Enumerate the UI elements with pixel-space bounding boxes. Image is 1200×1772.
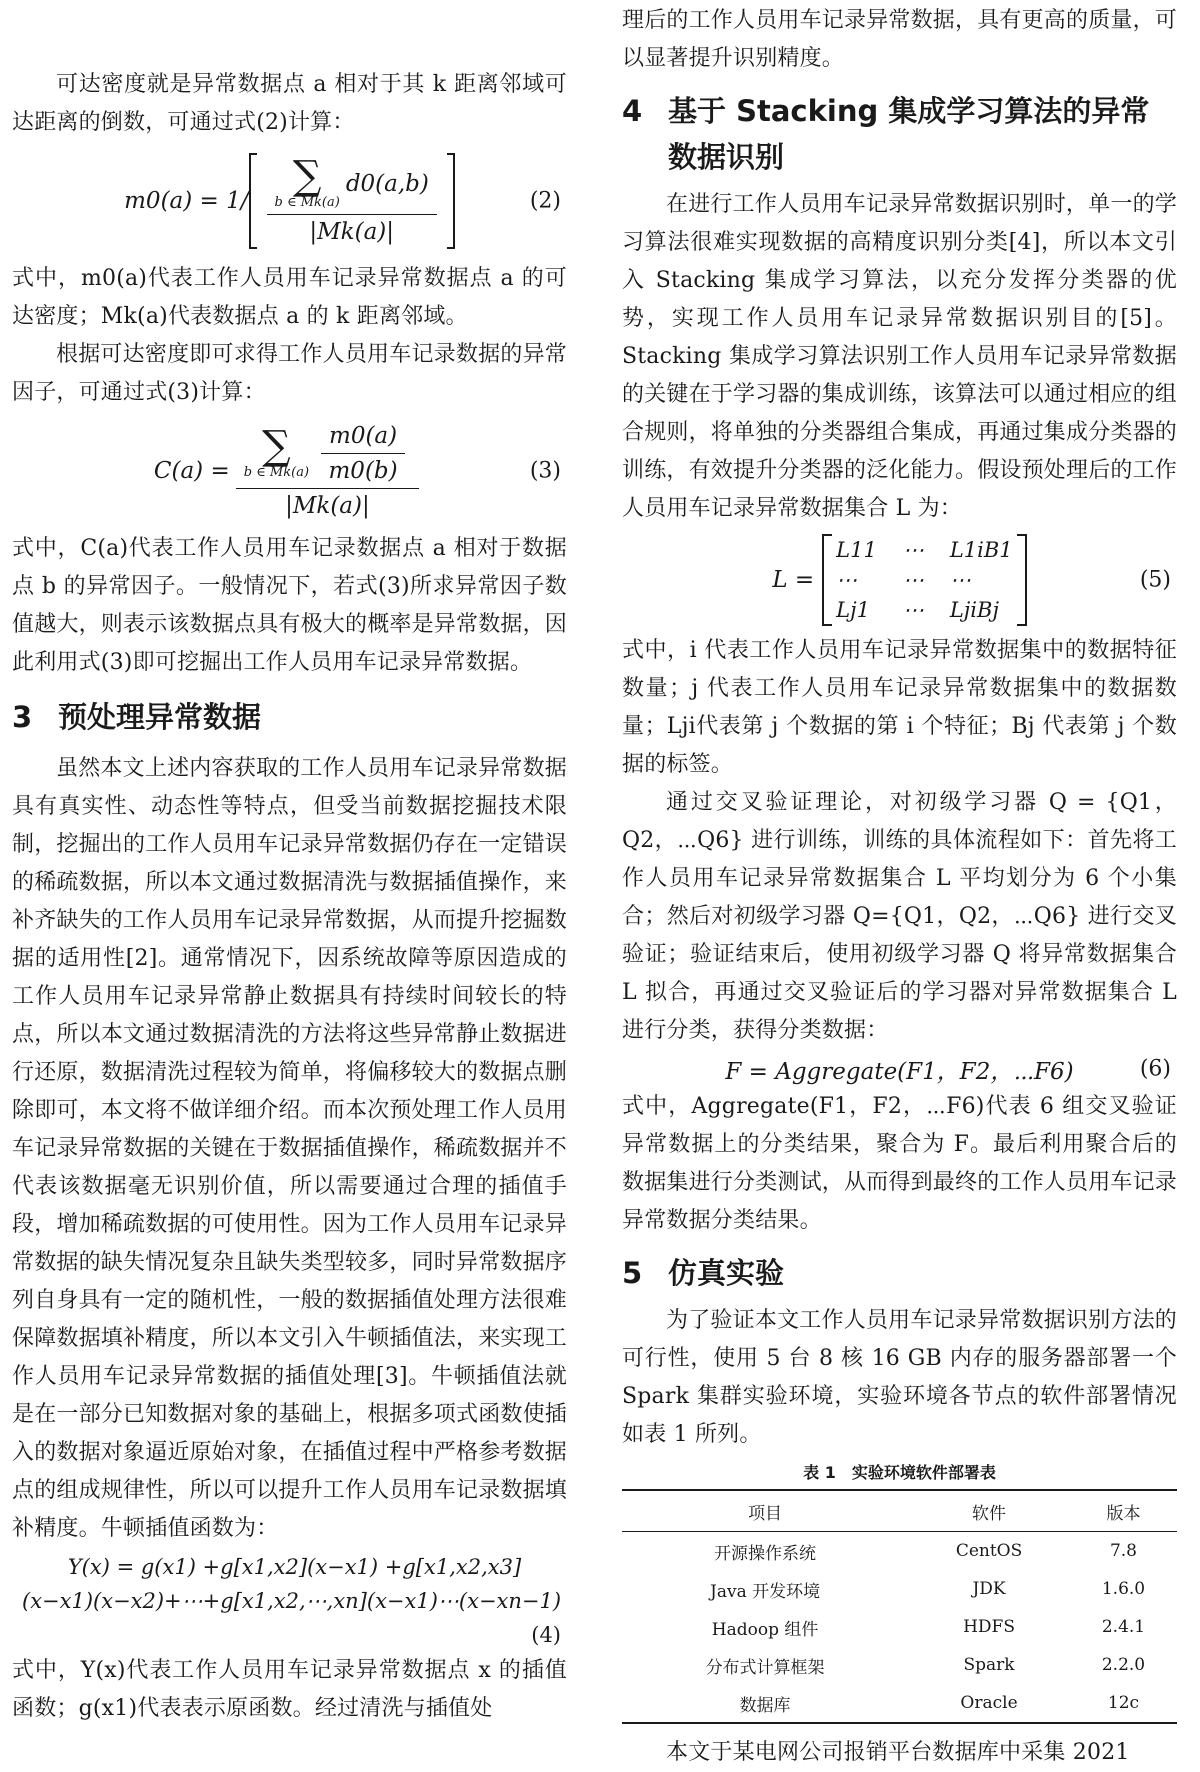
paragraph: 虽然本文上述内容获取的工作人员用车记录异常数据具有真实性、动态性等特点，但受当前数据挖掘技术限制，挖掘出的工作人员用车记录异常数据仍存在一定错误的稀疏数据，所以本文通过数据清洗与数据插值操作，来补齐缺失的工作人员用车记录异常数据，从而提升挖掘数据的适用性[2]。通常情况下，因系统故障等原因造成的工作人员用车记录异常静止数据具有持续时间较长的特点，所以本文通过数据清洗的方法将这些异常静止数据进行还原，数据清洗过程较为简单，将偏移较大的数据点删除即可，本文将不做详细介绍。而本次预处理工作人员用车记录异常数据的关键在于数据插值操作，稀疏数据并不代表该数据毫无识别价值，所以需要通过合理的插值手段，增加稀疏数据的可使用性。因为工作人员用车记录异常数据的缺失情况复杂且缺失类型较多，同时异常数据序列自身具有一定的随机性，一般的数据插值处理方法很难保障数据填补精度，所以本文引入牛顿插值法，来实现工作人员用车记录异常数据的插值处理[3]。牛顿插值法就是在一部分已知数据对象的基础上，根据多项式函数使插入的数据对象逼近原始对象，在插值过程中严格参考数据点的组成规律性，所以可以提升工作人员用车记录数据填补精度。牛顿插值函数为： xyxy=(12,756,568,1541)
equation-number: (5) xyxy=(1139,567,1171,593)
table-row xyxy=(622,1532,1177,1571)
equation-number: (6) xyxy=(1139,1056,1171,1082)
paragraph: 为了验证本文工作人员用车记录异常数据识别方法的可行性，使用 5 台 8 核 16 GB 内存的服务器部署一个 Spark 集群实验环境，实验环境各节点的软件部署情况如表 1 所列。 xyxy=(622,1308,1177,1447)
table-cell: 12c xyxy=(1070,1684,1177,1723)
matrix-cell: ⋯ xyxy=(902,568,924,592)
section-title: 仿真实验 xyxy=(668,1256,785,1290)
software-table xyxy=(622,1489,1177,1724)
equation-fraction xyxy=(236,423,419,519)
equation-number: (2) xyxy=(529,188,561,214)
matrix-cell: L1iB1 xyxy=(949,538,1013,562)
matrix xyxy=(822,534,1027,626)
inner-fraction xyxy=(321,423,405,484)
paragraph: 可达密度就是异常数据点 a 相对于其 k 距离邻域可达距离的倒数，可通过式(2)计算： xyxy=(12,72,567,135)
table-cell: JDK xyxy=(972,1579,1006,1599)
equation-body: F = Aggregate(F1，F2，⋯F6) xyxy=(725,1058,1074,1085)
equation-numerator: d0(a,b) xyxy=(345,170,429,197)
section-number: 3 xyxy=(12,700,33,734)
right-column xyxy=(622,0,1177,1772)
matrix-cell: ⋯ xyxy=(902,598,924,622)
table-cell: Java 开发环境 xyxy=(710,1581,821,1602)
matrix-cell: ⋯ xyxy=(902,538,924,562)
matrix-cell: ⋯ xyxy=(836,568,858,592)
matrix-cell: L11 xyxy=(836,538,877,562)
table-cell: Oracle xyxy=(908,1684,1070,1723)
table-cell: 开源操作系统 xyxy=(714,1543,817,1564)
paragraph: 式中，m0(a)代表工作人员用车记录异常数据点 a 的可达密度；Mk(a)代表数据点 a 的 k 距离邻域。 xyxy=(12,266,567,329)
table-cell: 数据库 xyxy=(622,1684,908,1723)
equation-lhs: m0(a) = 1/ xyxy=(124,188,249,214)
paragraph: 根据可达密度即可求得工作人员用车记录数据的异常因子，可通过式(3)计算： xyxy=(12,342,567,405)
table-row xyxy=(622,1684,1177,1723)
section-title: 基于 Stacking 集成学习算法的异常数据识别 xyxy=(668,94,1150,174)
section-heading xyxy=(622,1250,1177,1296)
table-header: 项目 xyxy=(622,1490,908,1532)
equation-lhs: C(a) = xyxy=(153,458,230,484)
table-cell: 分布式计算框架 xyxy=(705,1657,825,1678)
table-cell: HDFS xyxy=(963,1617,1015,1637)
equation-number: (4) xyxy=(531,1623,561,1647)
equation-denominator: |Mk(a)| xyxy=(285,493,370,519)
paragraph: 理后的工作人员用车记录异常数据，具有更高的质量，可以显著提升识别精度。 xyxy=(622,8,1178,71)
section-number: 4 xyxy=(622,94,643,128)
paragraph: 式中，Aggregate(F1，F2，⋯F6)代表 6 组交叉验证异常数据上的分类结果，聚合为 F。最后利用聚合后的数据集进行分类测试，从而得到最终的工作人员用车记录异常数据分类结果。 xyxy=(622,1094,1178,1233)
inner-denominator: m0(b) xyxy=(328,458,398,484)
section-title: 预处理异常数据 xyxy=(58,700,262,734)
equation-2 xyxy=(12,142,567,260)
table-header-row xyxy=(622,1490,1177,1532)
sum-operator: ∑ b ∈ Mk(a) xyxy=(243,423,310,480)
paragraph: 本文于某电网公司报销平台数据库中采集 2021 xyxy=(666,1740,1130,1765)
table-row xyxy=(622,1570,1177,1608)
table-cell: 1.6.0 xyxy=(1101,1579,1146,1599)
paragraph: 式中，i 代表工作人员用车记录异常数据集中的数据特征数量；j 代表工作人员用车记录异常数据集中的数据数量；Lji代表第 j 个数据的第 i 个特征；Bj 代表第 j 个数据的标签。 xyxy=(622,638,1177,777)
equation-line: (x−x1)(x−x2)+⋯+g[x1,x2,⋯,xn](x−x1)⋯(x−xn−1) xyxy=(22,1589,562,1613)
paragraph: 在进行工作人员用车记录异常数据识别时，单一的学习算法很难实现数据的高精度识别分类[4]，所以本文引入 Stacking 集成学习算法，以充分发挥分类器的优势，实现工作人员用车记录异常数据识别目的[5]。Stacking 集成学习算法识别工作人员用车记录异常数据的关键在于学习器的集成训练，该算法可以通过相应的组合规则，将单独的分类器组合集成，再通过集成分类器的训练，有效提升分类器的泛化能力。假设预处理后的工作人员用车记录异常数据集合 L 为： xyxy=(622,192,1178,521)
paragraph: 式中，C(a)代表工作人员用车记录数据点 a 相对于数据点 b 的异常因子。一般情况下，若式(3)所求异常因子数值越大，则表示该数据点具有极大的概率是异常数据，因此利用式(3)即可挖掘出工作人员用车记录异常数据。 xyxy=(12,536,568,675)
equation-number: (3) xyxy=(529,458,561,484)
table-cell: 2.4.1 xyxy=(1101,1617,1146,1637)
equation-denominator: |Mk(a)| xyxy=(309,219,395,245)
left-column xyxy=(12,0,567,1728)
table-row xyxy=(622,1646,1177,1684)
equation-6 xyxy=(622,1050,1177,1088)
sum-operator: ∑ b ∈ Mk(a) xyxy=(274,153,340,210)
section-heading xyxy=(622,88,1177,180)
matrix-cell: Lj1 xyxy=(836,598,870,622)
table-cell: Spark xyxy=(963,1655,1015,1675)
equation-5 xyxy=(622,528,1177,632)
equation-bracket xyxy=(249,153,455,249)
sum-subscript: b ∈ Mk(a) xyxy=(274,195,340,210)
matrix-cell: LjiBj xyxy=(949,598,999,622)
table-cell: Hadoop 组件 xyxy=(711,1619,819,1640)
table-cell: 7.8 xyxy=(1109,1541,1137,1561)
equation-line: Y(x) = g(x1) +g[x1,x2](x−x1) +g[x1,x2,x3] xyxy=(67,1555,522,1579)
table-cell: 2.2.0 xyxy=(1101,1655,1146,1675)
section-heading xyxy=(12,694,567,740)
matrix-cell: ⋯ xyxy=(949,568,971,592)
table-header: 软件 xyxy=(908,1490,1070,1532)
paragraph: 式中，Y(x)代表工作人员用车记录异常数据点 x 的插值函数；g(x1)代表表示原函数。经过清洗与插值处 xyxy=(12,1658,567,1721)
sum-subscript: b ∈ Mk(a) xyxy=(243,465,310,480)
equation-4 xyxy=(12,1550,567,1652)
table-row xyxy=(622,1608,1177,1646)
table-caption: 表 1 实验环境软件部署表 xyxy=(803,1463,996,1482)
inner-numerator: m0(a) xyxy=(321,423,405,454)
table-cell: CentOS xyxy=(955,1541,1023,1561)
equation-lhs: L = xyxy=(772,567,815,593)
table-header: 版本 xyxy=(1070,1490,1177,1532)
paragraph: 通过交叉验证理论，对初级学习器 Q = {Q1，Q2，⋯Q6} 进行训练，训练的具体流程如下：首先将工作人员用车记录异常数据集合 L 平均划分为 6 个小集合；然后对初级学习器 Q={Q1，Q2，⋯Q6} 进行交叉验证；验证结束后，使用初级学习器 Q 将异常数据集合 L 拟合，再通过交叉验证后的学习器对异常数据集合 L 进行分类，获得分类数据： xyxy=(622,790,1177,1043)
equation-fraction xyxy=(267,153,437,245)
equation-3 xyxy=(12,412,567,530)
section-number: 5 xyxy=(622,1256,643,1290)
